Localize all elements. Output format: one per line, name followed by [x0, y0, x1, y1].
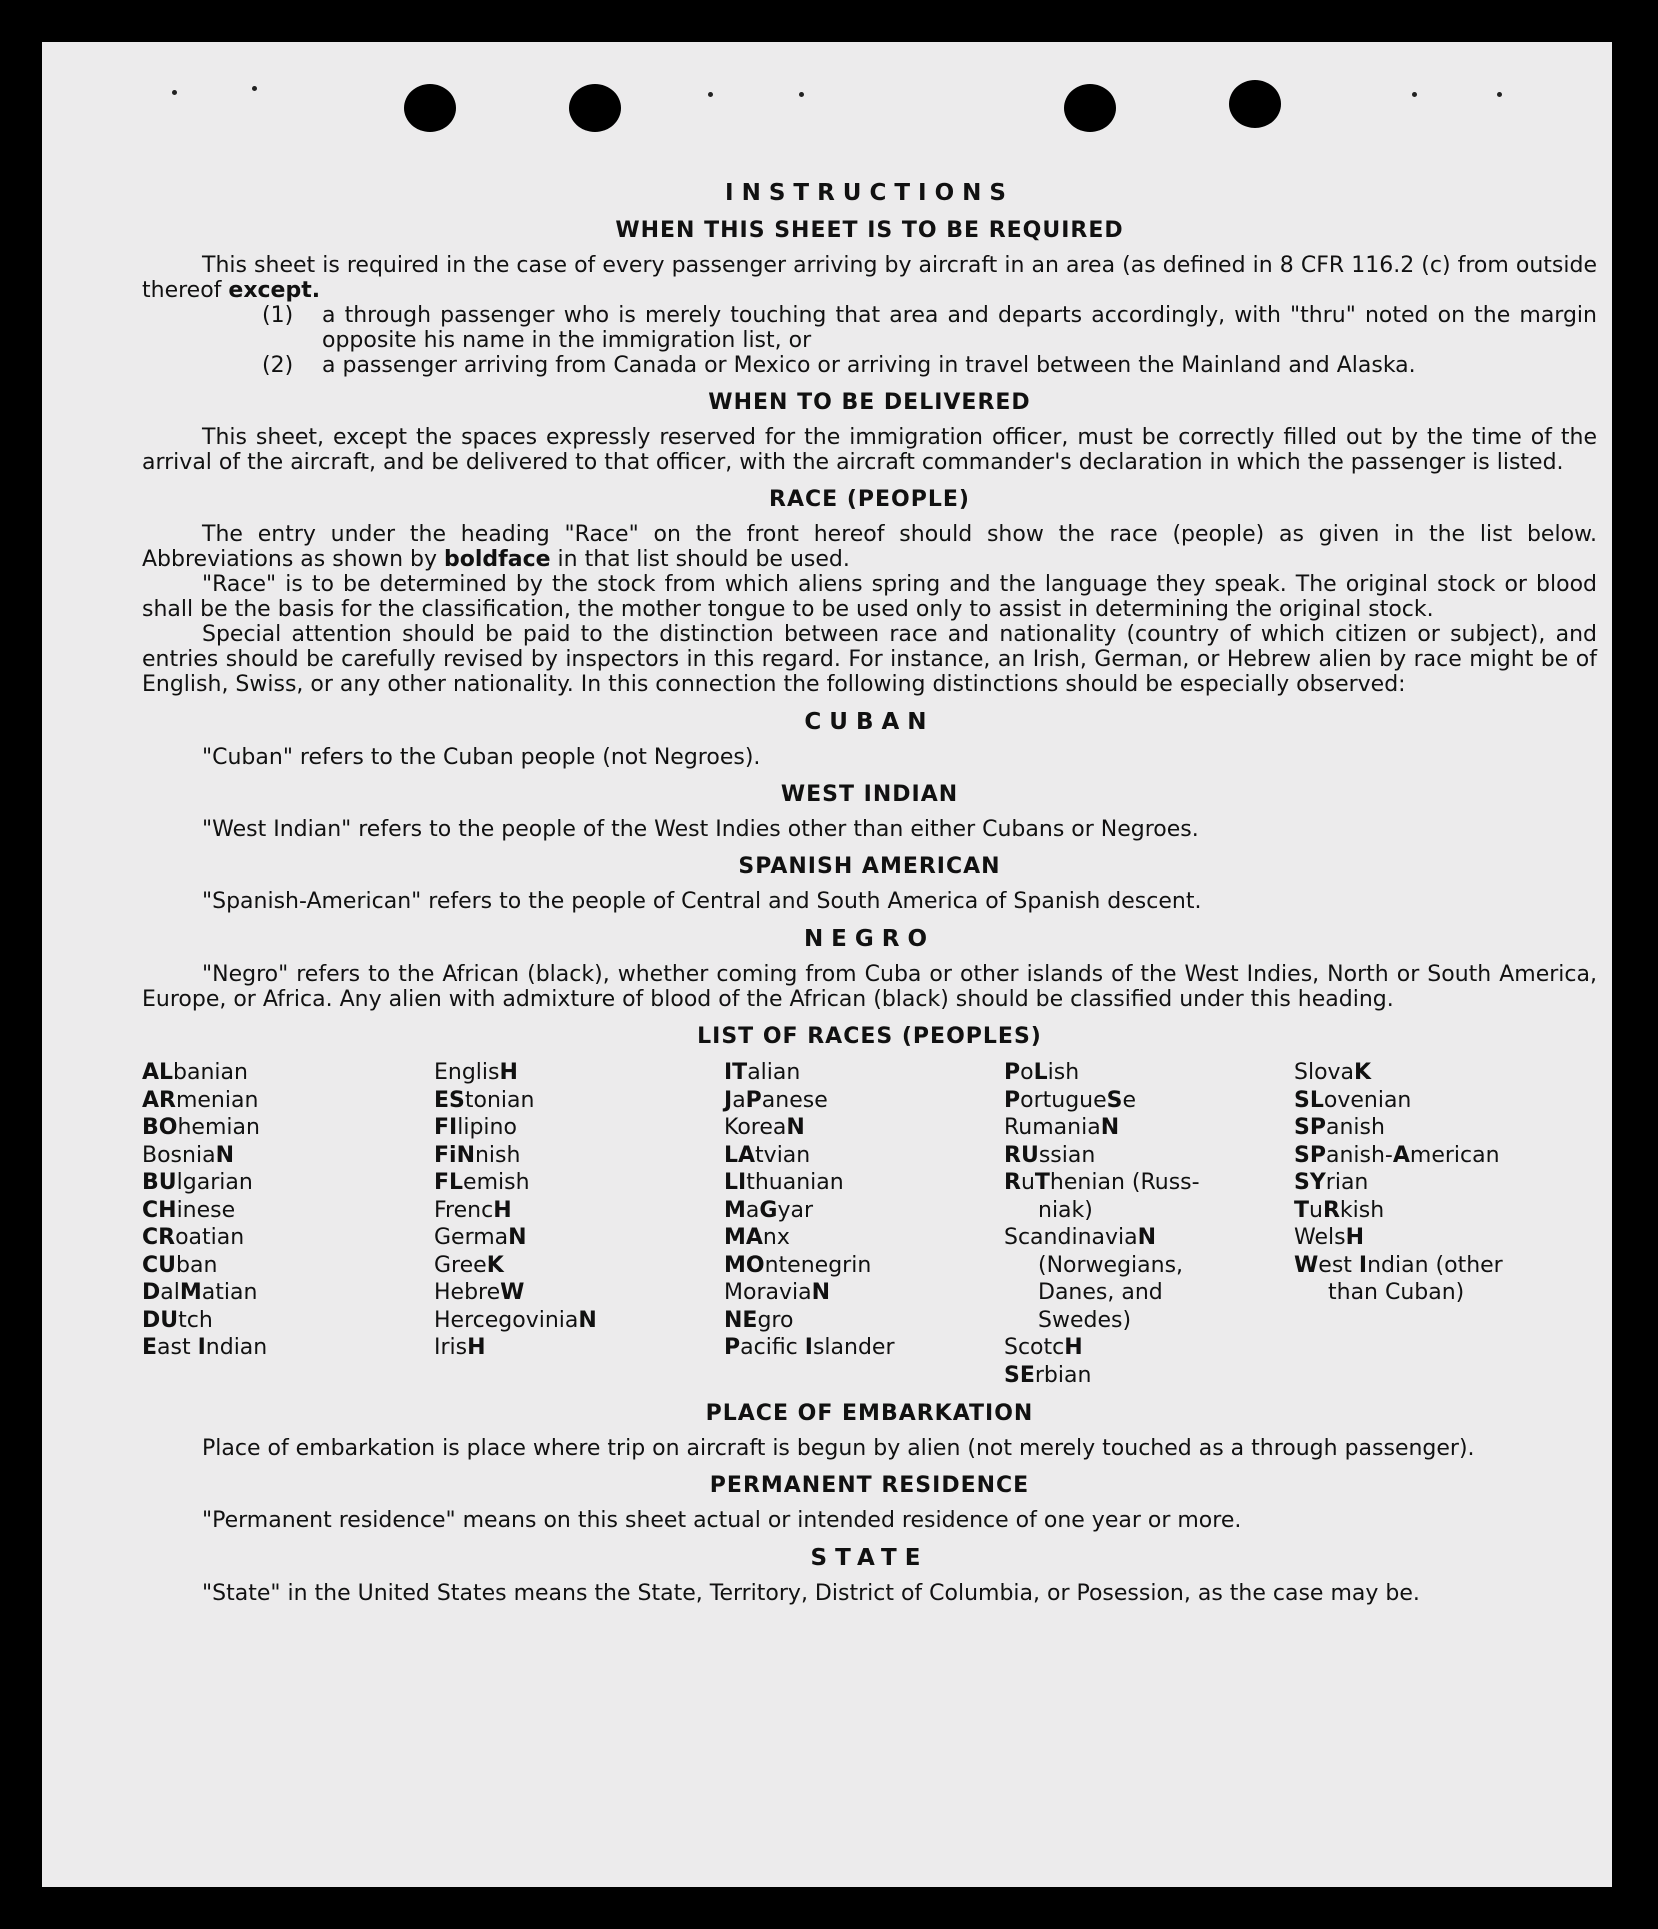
race-entry: FiNnish	[434, 1142, 521, 1168]
race-paragraph-2: "Race" is to be determined by the stock from which aliens spring and the language they speak. The original stock or blood shall be the basis for the classification, the mother tongue to be used only to assist in determining the original stock.	[142, 572, 1597, 622]
race-entry: FrencH	[434, 1197, 512, 1223]
cuban-text: "Cuban" refers to the Cuban people (not Negroes).	[202, 745, 761, 770]
race-entry: NEgro	[724, 1307, 794, 1333]
race-entry: GermaN	[434, 1225, 527, 1250]
section-heading-state: STATE	[810, 1545, 929, 1571]
race-entry: than Cuban)	[1328, 1280, 1465, 1305]
race-entry: SlovaK	[1294, 1060, 1372, 1085]
race-entry: SPanish-American	[1294, 1142, 1500, 1168]
race-entry: MaGyar	[724, 1197, 813, 1223]
race-entry: EStonian	[434, 1087, 535, 1113]
race-entry: SLovenian	[1294, 1087, 1412, 1113]
race-entry: JaPanese	[724, 1087, 828, 1113]
race-entry: Swedes)	[1038, 1307, 1132, 1333]
race-entry: BUlgarian	[142, 1170, 253, 1195]
speck	[799, 92, 804, 97]
race-entry: ScotcH	[1004, 1335, 1083, 1360]
section-heading-delivered: WHEN TO BE DELIVERED	[708, 390, 1031, 415]
race-entry: Danes, and	[1038, 1280, 1163, 1305]
race-entry: ITalian	[724, 1060, 801, 1085]
state-text: "State" in the United States means the State, Territory, District of Columbia, or Posession, as the case may be.	[202, 1581, 1420, 1606]
race-entry: MAnx	[724, 1225, 790, 1250]
race-entry: MoraviaN	[724, 1280, 831, 1305]
race-entry: MOntenegrin	[724, 1252, 872, 1278]
race-entry: ALbanian	[142, 1060, 248, 1085]
race-entry: ARmenian	[142, 1087, 259, 1113]
race-entry: LAtvian	[724, 1142, 811, 1168]
race-paragraph-3: Special attention should be paid to the distinction between race and nationality (country of which citizen or subject), and entries should be carefully revised by inspectors in this regard. For instance, an Irish, German, or Hebrew alien by race might be of English, Swiss, or any other nationality. In this connection the following distinctions should be especially observed:	[142, 622, 1597, 697]
race-entry: SPanish	[1294, 1115, 1385, 1140]
section-heading-embarkation: PLACE OF EMBARKATION	[705, 1401, 1034, 1426]
race-entry: East Indian	[142, 1335, 268, 1360]
races-column	[1294, 1059, 1554, 1389]
speck	[172, 90, 177, 95]
required-intro: This sheet is required in the case of every passenger arriving by aircraft in an area (as defined in 8 CFR 116.2 (c) from outside thereof except.	[142, 253, 1597, 303]
speck	[252, 86, 257, 91]
race-entry: LIthuanian	[724, 1170, 844, 1195]
race-entry: RUssian	[1004, 1142, 1096, 1168]
race-entry: ScandinaviaN (Norwegians,	[1004, 1225, 1184, 1278]
races-column	[1004, 1059, 1294, 1389]
race-entry: PortugueSe	[1004, 1087, 1137, 1113]
race-entry: BOhemian	[142, 1115, 260, 1140]
list-of-races-heading: LIST OF RACES (PEOPLES)	[697, 1024, 1042, 1049]
race-entry: WelsH	[1294, 1225, 1364, 1250]
document-page	[42, 42, 1612, 1887]
race-entry: FIlipino	[434, 1115, 517, 1140]
spanish-american-text: "Spanish-American" refers to the people of Central and South America of Spanish descent.	[202, 889, 1202, 914]
race-entry: RumaniaN	[1004, 1115, 1120, 1140]
exception-item: (1) a through passenger who is merely touching that area and departs accordingly, with "thru" noted on the margin opposite his name in the immigration list, or	[262, 303, 1597, 353]
punch-hole-4	[1229, 80, 1281, 128]
race-entry: TuRkish	[1294, 1197, 1385, 1223]
section-heading-negro: NEGRO	[803, 926, 936, 952]
race-entry: SYrian	[1294, 1170, 1369, 1195]
speck	[708, 92, 713, 97]
race-entry: SErbian	[1004, 1362, 1092, 1388]
embarkation-text: Place of embarkation is place where trip on aircraft is begun by alien (not merely touched as a through passenger).	[202, 1436, 1475, 1461]
race-paragraph-1: The entry under the heading "Race" on the front hereof should show the race (people) as given in the list below. Abbreviations as shown by boldface in that list should be used.	[142, 522, 1597, 572]
races-column	[724, 1059, 1004, 1389]
instructions-title: INSTRUCTIONS	[725, 180, 1014, 206]
races-column	[142, 1059, 434, 1389]
punch-hole-3	[1064, 84, 1116, 132]
race-entry: DalMatian	[142, 1280, 258, 1305]
race-entry: CRoatian	[142, 1225, 245, 1250]
delivered-text: This sheet, except the spaces expressly reserved for the immigration officer, must be correctly filled out by the time of the arrival of the aircraft, and be delivered to that officer, with the aircraft commander's declaration in which the passenger is listed.	[142, 425, 1597, 475]
race-entry: GreeK	[434, 1252, 504, 1278]
race-entry: EnglisH	[434, 1060, 518, 1085]
races-list	[142, 1059, 1597, 1389]
race-entry: IrisH	[434, 1335, 486, 1360]
race-entry: HebreW	[434, 1280, 525, 1305]
races-column	[434, 1059, 724, 1389]
race-entry: FLemish	[434, 1170, 530, 1195]
race-entry: HercegoviniaN	[434, 1307, 597, 1333]
section-heading-race: RACE (PEOPLE)	[769, 487, 970, 512]
section-heading-cuban: CUBAN	[804, 709, 935, 735]
section-heading-west-indian: WEST INDIAN	[780, 782, 959, 807]
residence-text: "Permanent residence" means on this sheet actual or intended residence of one year or more.	[202, 1508, 1242, 1533]
instructions-body	[142, 180, 1597, 1606]
section-heading-spanish-american: SPANISH AMERICAN	[738, 854, 1001, 879]
section-heading-residence: PERMANENT RESIDENCE	[709, 1473, 1030, 1498]
negro-text: "Negro" refers to the African (black), whether coming from Cuba or other islands of the West Indies, North or South America, Europe, or Africa. Any alien with admixture of blood of the African (black) should be classified under this heading.	[142, 962, 1597, 1012]
race-entry: CHinese	[142, 1197, 236, 1223]
section-heading-required: WHEN THIS SHEET IS TO BE REQUIRED	[615, 218, 1124, 243]
punch-hole-2	[569, 84, 621, 132]
race-entry: Pacific Islander	[724, 1335, 895, 1360]
race-entry: West Indian (other	[1294, 1252, 1503, 1278]
race-entry: PoLish	[1004, 1060, 1080, 1085]
exception-item: (2) a passenger arriving from Canada or Mexico or arriving in travel between the Mainland and Alaska.	[262, 353, 1416, 378]
race-entry: RuThenian (Russ- niak)	[1004, 1170, 1200, 1223]
punch-hole-1	[404, 84, 456, 132]
race-entry: KoreaN	[724, 1115, 805, 1140]
race-entry: CUban	[142, 1252, 218, 1278]
race-entry: DUtch	[142, 1307, 213, 1333]
speck	[1412, 92, 1417, 97]
race-entry: BosniaN	[142, 1142, 234, 1168]
speck	[1497, 92, 1502, 97]
west-indian-text: "West Indian" refers to the people of the West Indies other than either Cubans or Negroes.	[202, 817, 1199, 842]
